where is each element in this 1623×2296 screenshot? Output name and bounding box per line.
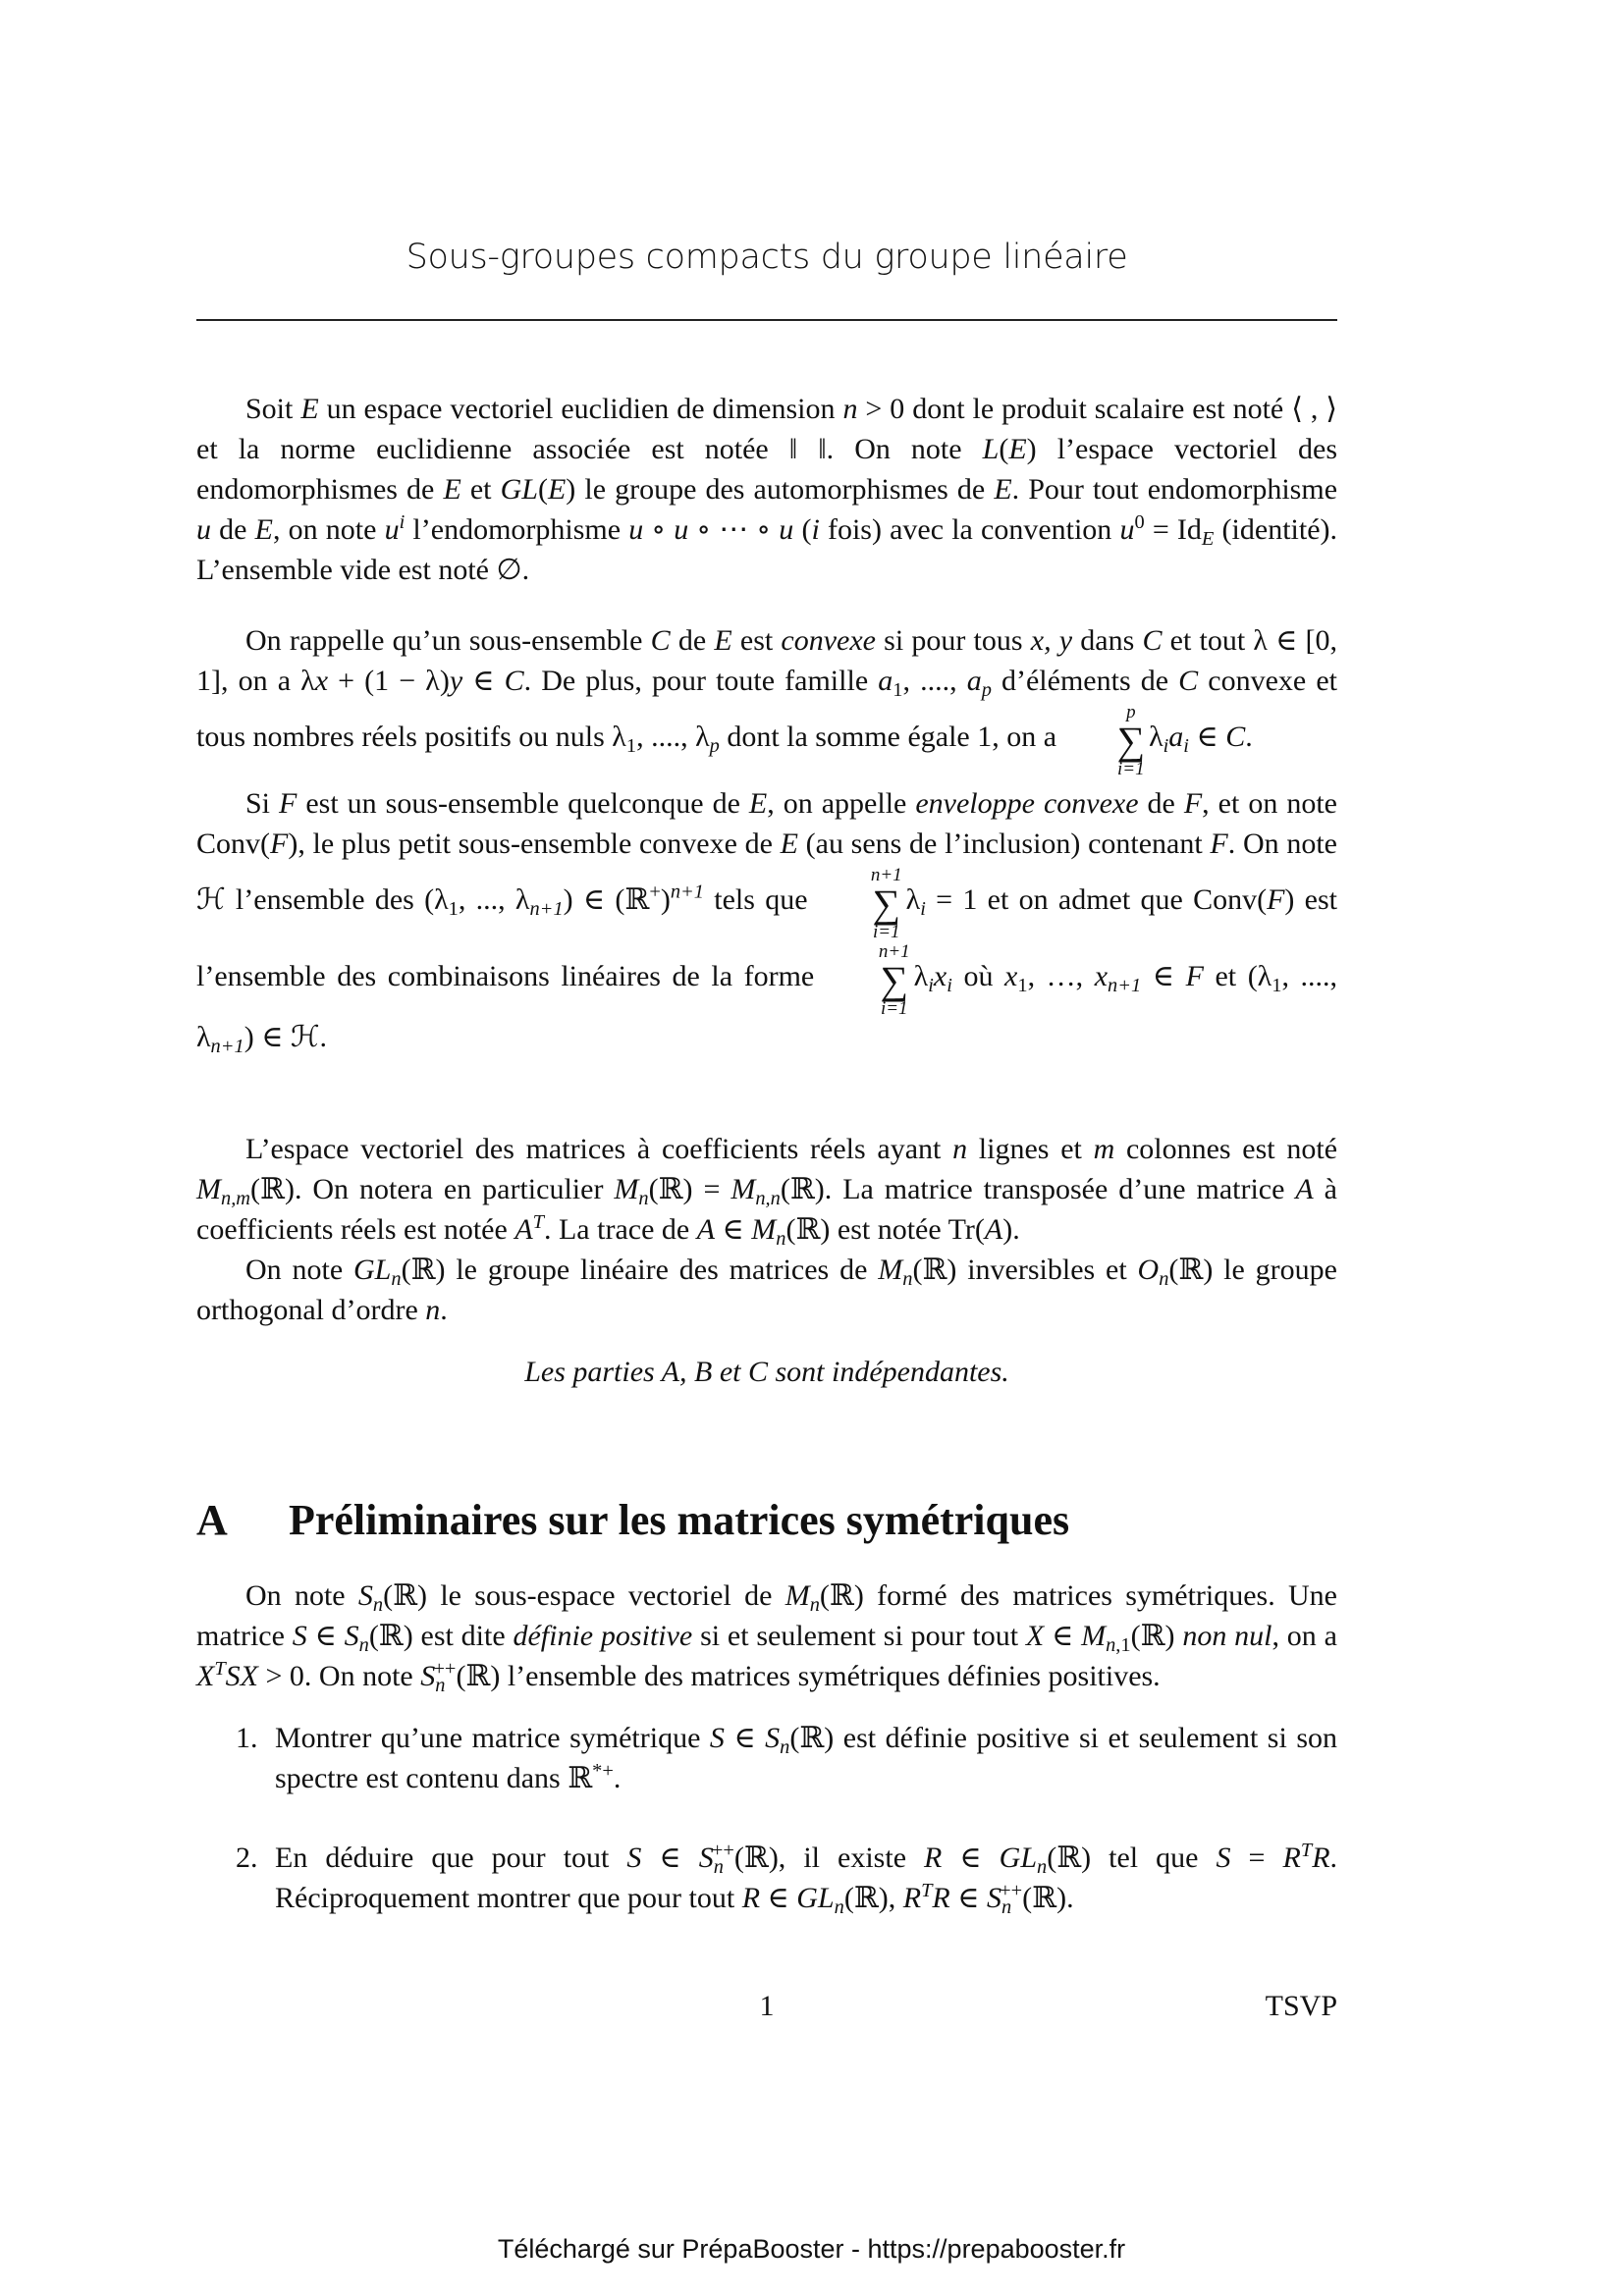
sum-operator: p ∑ i=1	[1116, 702, 1146, 779]
section-a-body	[196, 1575, 1337, 1918]
section-title: Préliminaires sur les matrices symétriques	[289, 1496, 1070, 1544]
header-rule	[196, 319, 1337, 321]
section-number: A	[196, 1496, 228, 1544]
intro-paragraph-5: On note $GL_n(ℝ)$ le groupe linéaire des matrices de $M_n(ℝ)$ inversibles et $O_n(ℝ)$ le groupe orthogonal d’ordre n.	[196, 1254, 1337, 1326]
section-a-heading	[196, 1495, 1337, 1545]
convexity-block	[196, 620, 1337, 1057]
question-list	[196, 1718, 1337, 1918]
intro-paragraph-2: On rappelle qu’un sous-ensemble C de E est convexe si pour tous x, y dans C et tout λ ∈ [0, 1], on a λx + (1 − λ)y ∈ C. De plus, pour toute famille $a_1$, ...., $a_p$ d’éléments de C convexe et tous nombres réels positifs ou nuls $\lambda_1$, ...., $\lambda_p$ dont la somme égale 1, on a p ∑ i=1 $\lambda_ia_i$ ∈ C.	[196, 624, 1338, 779]
question-1: 1. Montrer qu’une matrice symétrique S ∈ $S_n(ℝ)$ est définie positive si et seulement si son spectre est contenu dans ℝ*+.	[196, 1718, 1337, 1798]
intro-block	[196, 389, 1337, 590]
tsvp-label: TSVP	[1265, 1990, 1337, 2022]
intro-paragraph-4: L’espace vectoriel des matrices à coefficients réels ayant n lignes et m colonnes est noté $M_{n,m}(ℝ)$. On notera en particulier $M_n(ℝ)$ = $M_{n,n}(ℝ)$. La matrice transposée d’une matrice A à coefficients réels est notée $A^T$. La trace de A ∈ $M_n(ℝ)$ est notée Tr(A).	[196, 1133, 1338, 1251]
page-header-title: Sous-groupes compacts du groupe linéaire	[406, 238, 1128, 277]
intro-paragraph-1: Soit E un espace vectoriel euclidien de dimension n > 0 dont le produit scalaire est noté ⟨ , ⟩ et la norme euclidienne associée est notée ‖ ‖. On note L(E) l’espace vectoriel des endomorphismes de E et GL(E) le groupe des automorphismes de E. Pour tout endomorphisme u de E, on note $u^i$ l’endomorphisme u ∘ u ∘ ⋯ ∘ u (i fois) avec la convention $u^0 = Id_E$ (identité). L’ensemble vide est noté ∅.	[196, 393, 1338, 586]
section-a-intro: On note $S_n(ℝ)$ le sous-espace vectoriel de $M_n(ℝ)$ formé des matrices symétriques. Une matrice S ∈ $S_n(ℝ)$ est dite définie positive si et seulement si pour tout X ∈ $M_{n,1}(ℝ)$ non nul, on a $X^TSX > 0$. On note $S_n^{++}(ℝ)$ l’ensemble des matrices symétriques définies positives.	[196, 1579, 1337, 1697]
question-number: 1.	[236, 1722, 258, 1754]
intro-paragraph-3: Si F est un sous-ensemble quelconque de E, on appelle enveloppe convexe de F, et on note Conv(F), le plus petit sous-ensemble convexe de E (au sens de l’inclusion) contenant F. On note ℋ l’ensemble des ($\lambda_1$, ..., $\lambda_{n+1}$) ∈ (ℝ+)$^{n+1}$ tels que n+1 ∑ i=1 $\lambda_i = 1$ et on admet que Conv(F) est l’ensemble des combinaisons linéaires de la forme n+1 ∑ i=1 $\lambda_ix_i$ où $x_1$, …, $x_{n+1}$ ∈ F et ($\lambda_1$, ...., $\lambda_{n+1}$) ∈ ℋ.	[196, 787, 1338, 1058]
independence-note: Les parties A, B et C sont indépendantes.	[524, 1356, 1009, 1388]
question-2: 2. En déduire que pour tout S ∈ $S_n^{++}(ℝ)$, il existe R ∈ $GL_n(ℝ)$ tel que $S = R^TR$. Réciproquement montrer que pour tout R ∈ $GL_n(ℝ)$, $R^TR$ ∈ $S_n^{++}(ℝ)$.	[236, 1839, 1338, 1919]
sum-operator: n+1 ∑ i=1	[878, 941, 910, 1019]
matrices-block	[196, 1129, 1337, 1392]
page-number: 1	[759, 1990, 775, 2022]
question-number: 2.	[236, 1842, 258, 1874]
download-source-note: Téléchargé sur PrépaBooster - https://prepabooster.fr	[497, 2234, 1126, 2264]
sum-operator: n+1 ∑ i=1	[870, 865, 902, 942]
